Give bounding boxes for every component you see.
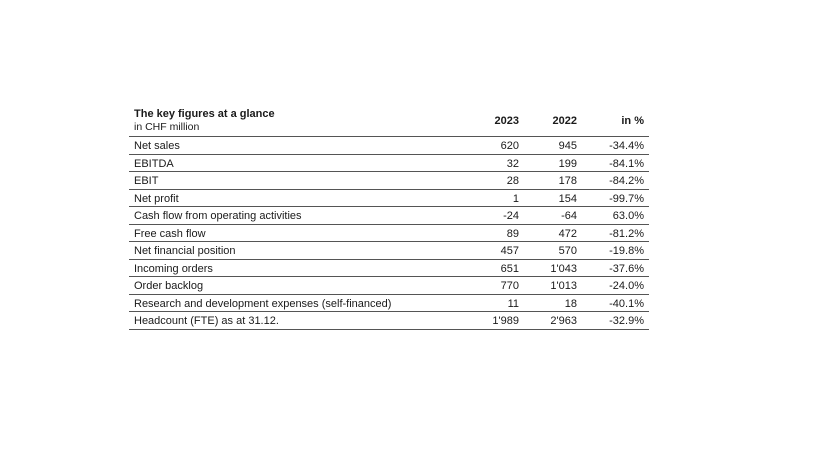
value-2022: 570: [558, 245, 577, 257]
value-change-percent: -32.9%: [609, 315, 644, 327]
row-label: EBIT: [134, 175, 159, 187]
value-2023: 89: [506, 227, 519, 240]
value-change-percent: 63.0%: [612, 210, 644, 222]
table-row: [129, 260, 649, 278]
value-change-percent: -34.4%: [609, 140, 644, 152]
table-row: [129, 207, 649, 225]
value-2023: 1: [512, 192, 519, 205]
table-row: [129, 312, 649, 330]
row-label: Order backlog: [134, 280, 204, 292]
table-row: [129, 295, 649, 313]
value-2023: -24: [503, 210, 519, 222]
value-change-percent: -99.7%: [609, 192, 644, 205]
table-row: [129, 155, 649, 173]
row-label: Net sales: [134, 140, 180, 152]
value-2022: -64: [561, 210, 577, 222]
value-2023: 457: [500, 245, 519, 257]
value-change-percent: -40.1%: [609, 297, 644, 310]
table-header: [129, 107, 649, 137]
row-label: Net financial position: [134, 245, 236, 257]
value-2022: 178: [558, 175, 577, 187]
table-title: The key figures at a glance: [134, 108, 275, 120]
row-label: EBITDA: [134, 157, 174, 170]
value-2023: 11: [507, 297, 519, 310]
value-2023: 770: [500, 280, 519, 292]
table-row: [129, 277, 649, 295]
row-label: Research and development expenses (self-financed): [134, 297, 392, 310]
table-row: [129, 242, 649, 260]
table-subtitle: in CHF million: [134, 121, 200, 133]
value-2023: 620: [500, 140, 519, 152]
row-label: Headcount (FTE) as at 31.12.: [134, 315, 279, 327]
value-2022: 199: [558, 157, 577, 170]
value-2022: 1'013: [550, 280, 577, 292]
value-2022: 945: [558, 140, 577, 152]
value-change-percent: -19.8%: [609, 245, 644, 257]
value-2022: 154: [558, 192, 577, 205]
value-2022: 472: [558, 227, 577, 240]
value-change-percent: -37.6%: [609, 262, 644, 275]
table-body: [129, 137, 649, 330]
table-row: [129, 225, 649, 243]
column-header-2023: 2023: [494, 115, 519, 127]
row-label: Cash flow from operating activities: [134, 210, 302, 222]
value-2022: 1'043: [550, 262, 577, 275]
row-label: Net profit: [134, 192, 179, 205]
value-change-percent: -84.1%: [609, 157, 644, 170]
row-label: Free cash flow: [134, 227, 206, 240]
column-header-2022: 2022: [552, 115, 577, 127]
value-2023: 651: [500, 262, 519, 275]
column-header-percent: in %: [621, 115, 644, 127]
value-2022: 2'963: [550, 315, 577, 327]
table-row: [129, 190, 649, 208]
key-figures-table: [129, 107, 649, 330]
value-change-percent: -81.2%: [609, 227, 644, 240]
value-change-percent: -24.0%: [609, 280, 644, 292]
value-2023: 32: [506, 157, 519, 170]
value-2022: 18: [564, 297, 577, 310]
value-2023: 28: [506, 175, 519, 187]
value-change-percent: -84.2%: [609, 175, 644, 187]
row-label: Incoming orders: [134, 262, 213, 275]
table-row: [129, 172, 649, 190]
table-row: [129, 137, 649, 155]
value-2023: 1'989: [492, 315, 519, 327]
